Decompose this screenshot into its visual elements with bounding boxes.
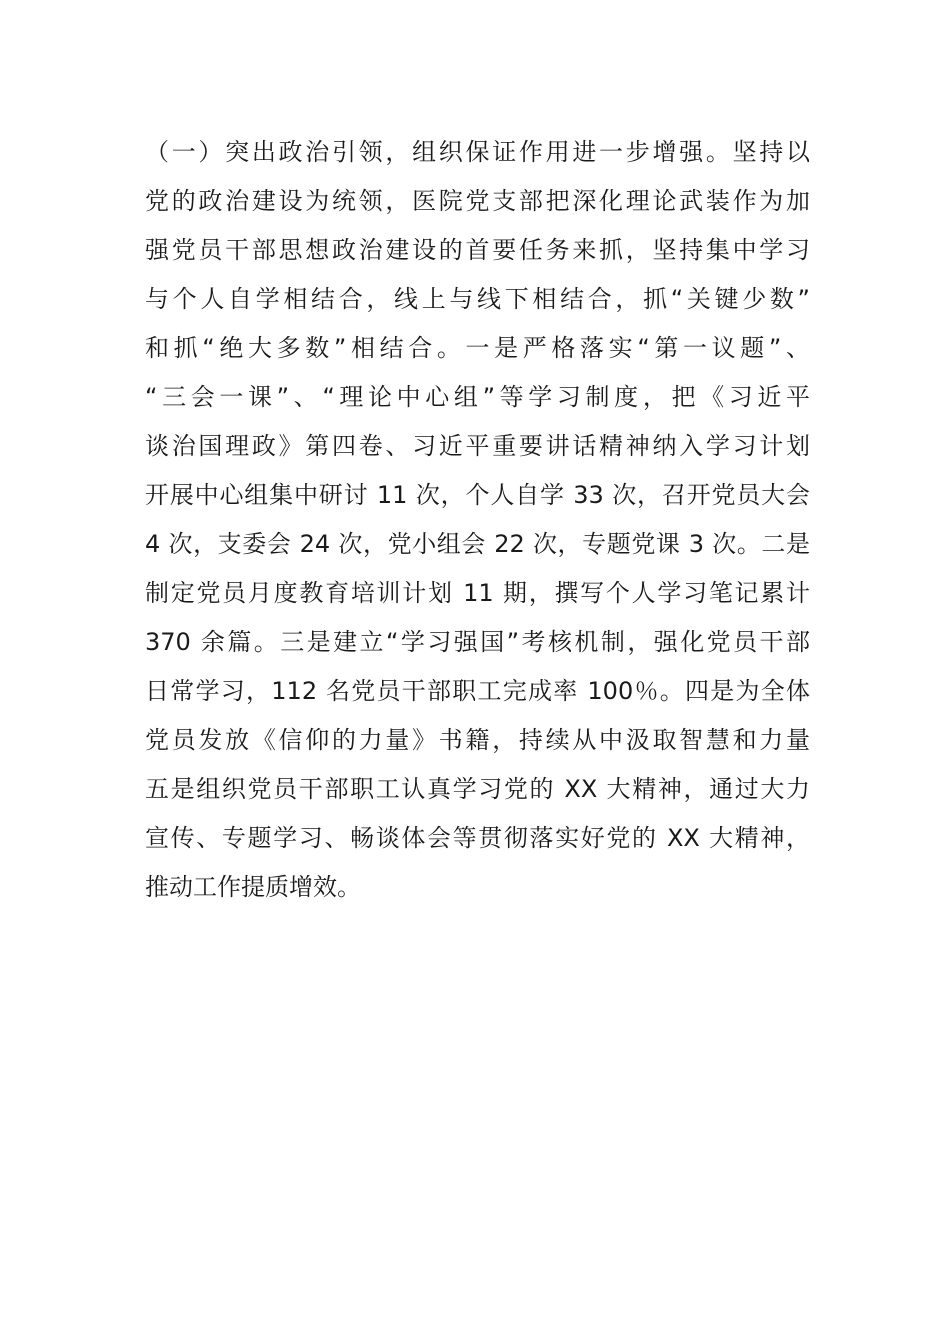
paragraph-line: “三会一课”、“理论中心组”等学习制度，把《习近平 — [145, 383, 810, 411]
body-paragraph — [145, 128, 810, 912]
paragraph-line: 强党员干部思想政治建设的首要任务来抓，坚持集中学习 — [145, 236, 810, 264]
paragraph-line: 与个人自学相结合，线上与线下相结合，抓“关键少数” — [145, 285, 810, 313]
paragraph-line: 五是组织党员干部职工认真学习党的 XX 大精神，通过大力 — [145, 775, 810, 803]
paragraph-line: 谈治国理政》第四卷、习近平重要讲话精神纳入学习计划 — [145, 432, 810, 460]
paragraph-line: 制定党员月度教育培训计划 11 期，撰写个人学习笔记累计 — [145, 579, 810, 607]
paragraph-line: 宣传、专题学习、畅谈体会等贯彻落实好党的 XX 大精神， — [145, 824, 810, 852]
paragraph-line: 党员发放《信仰的力量》书籍，持续从中汲取智慧和力量 — [145, 726, 810, 754]
paragraph-line: 推动工作提质增效。 — [145, 873, 361, 901]
paragraph-line: （一）突出政治引领，组织保证作用进一步增强。坚持以 — [145, 138, 810, 166]
paragraph-line: 开展中心组集中研讨 11 次，个人自学 33 次，召开党员大会 — [145, 481, 810, 509]
paragraph-line: 日常学习，112 名党员干部职工完成率 100％。四是为全体 — [145, 677, 810, 705]
paragraph-line: 4 次，支委会 24 次，党小组会 22 次，专题党课 3 次。二是 — [145, 530, 810, 558]
paragraph-line: 党的政治建设为统领，医院党支部把深化理论武装作为加 — [145, 187, 810, 215]
paragraph-line: 和抓“绝大多数”相结合。一是严格落实“第一议题”、 — [145, 334, 810, 362]
paragraph-line: 370 余篇。三是建立“学习强国”考核机制，强化党员干部 — [145, 628, 810, 656]
